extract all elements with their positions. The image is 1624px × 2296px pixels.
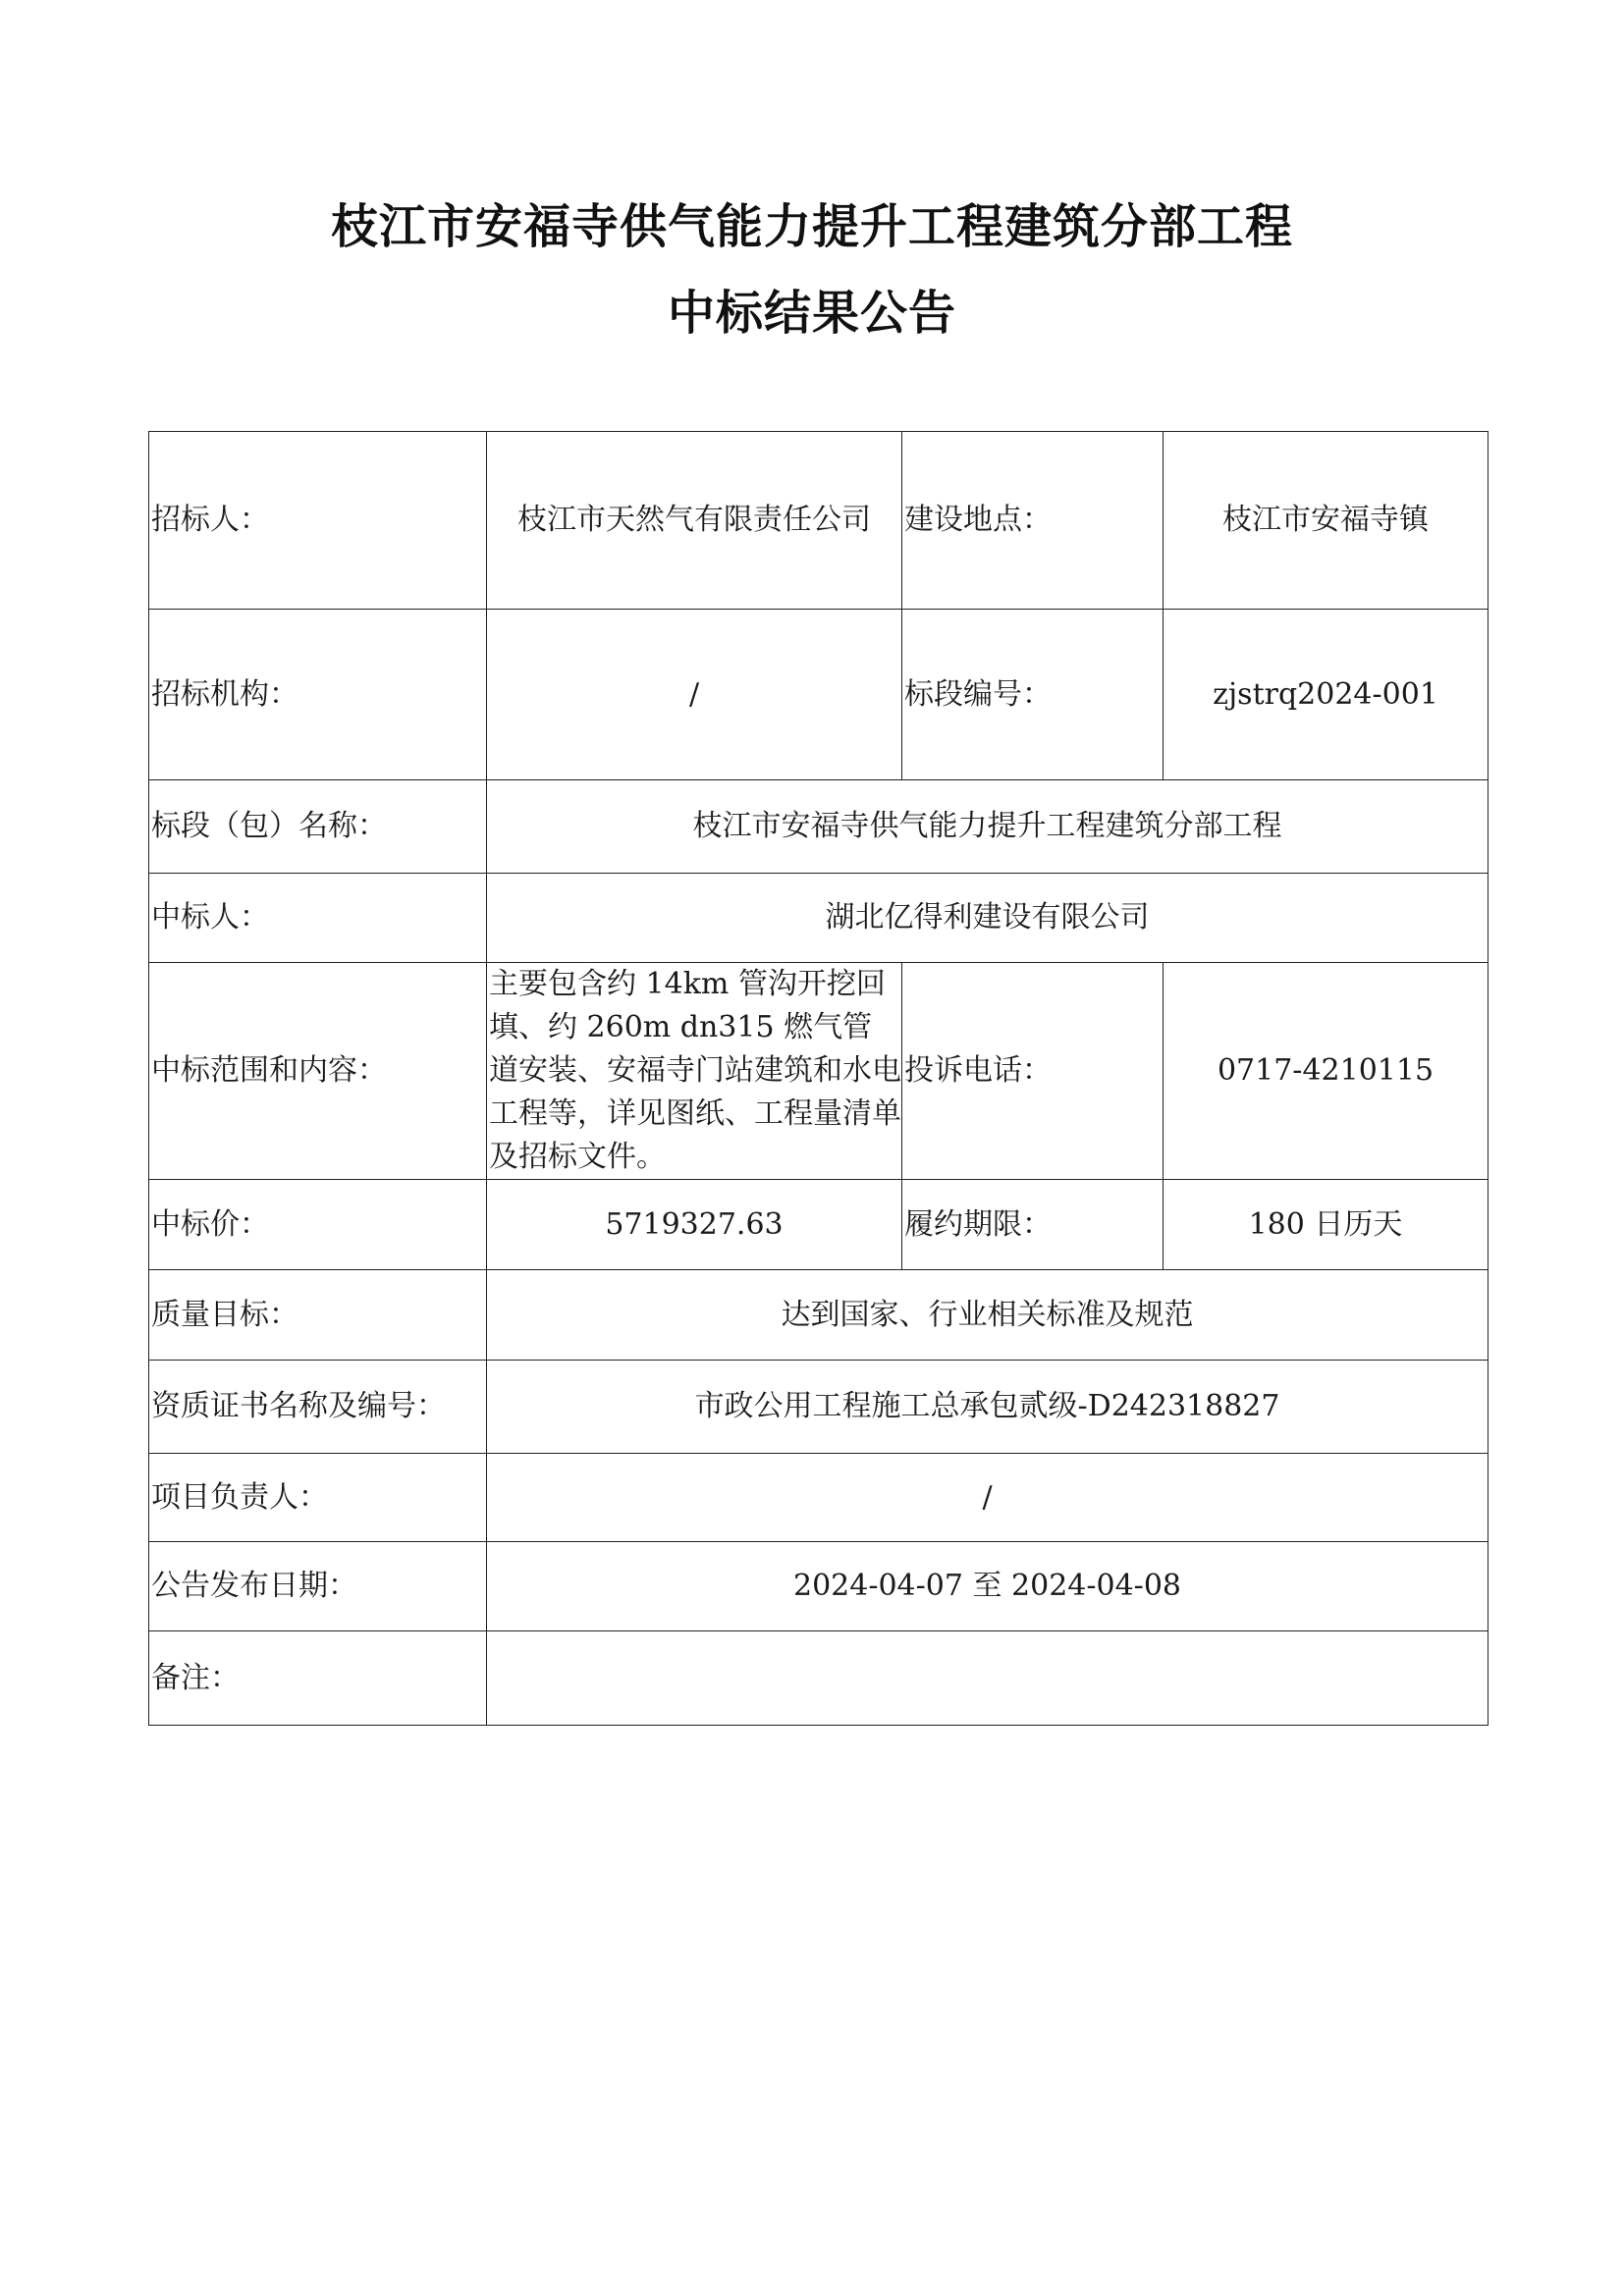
price-value: 5719327.63 xyxy=(487,1180,902,1270)
tenderer-value: 枝江市天然气有限责任公司 xyxy=(487,432,902,610)
complaint-phone-value: 0717-4210115 xyxy=(1164,963,1489,1180)
row-price xyxy=(149,1180,1489,1270)
section-name-label: 标段（包）名称： xyxy=(149,780,487,874)
period-label: 履约期限： xyxy=(902,1180,1164,1270)
location-label: 建设地点： xyxy=(902,432,1164,610)
project-manager-value: / xyxy=(487,1454,1489,1542)
row-remarks xyxy=(149,1631,1489,1726)
publish-date-label: 公告发布日期： xyxy=(149,1542,487,1631)
row-winner xyxy=(149,874,1489,963)
agency-label: 招标机构： xyxy=(149,610,487,780)
row-scope xyxy=(149,963,1489,1180)
row-section-name xyxy=(149,780,1489,874)
tenderer-label: 招标人： xyxy=(149,432,487,610)
row-agency xyxy=(149,610,1489,780)
section-no-value: zjstrq2024-001 xyxy=(1164,610,1489,780)
period-value: 180 日历天 xyxy=(1164,1180,1489,1270)
row-publish-date xyxy=(149,1542,1489,1631)
agency-value: / xyxy=(487,610,902,780)
row-project-manager xyxy=(149,1454,1489,1542)
publish-date-value: 2024-04-07 至 2024-04-08 xyxy=(487,1542,1489,1631)
row-quality xyxy=(149,1270,1489,1361)
row-certificate xyxy=(149,1361,1489,1454)
remarks-label: 备注： xyxy=(149,1631,487,1726)
certificate-label: 资质证书名称及编号： xyxy=(149,1361,487,1454)
location-value: 枝江市安福寺镇 xyxy=(1164,432,1489,610)
quality-value: 达到国家、行业相关标准及规范 xyxy=(487,1270,1489,1361)
section-name-value: 枝江市安福寺供气能力提升工程建筑分部工程 xyxy=(487,780,1489,874)
quality-label: 质量目标： xyxy=(149,1270,487,1361)
document-title: 枝江市安福寺供气能力提升工程建筑分部工程 xyxy=(330,199,1293,254)
winner-value: 湖北亿得利建设有限公司 xyxy=(487,874,1489,963)
scope-label: 中标范围和内容： xyxy=(149,963,487,1180)
certificate-value: 市政公用工程施工总承包贰级-D242318827 xyxy=(487,1361,1489,1454)
scope-value: 主要包含约 14km 管沟开挖回填、约 260m dn315 燃气管道安装、安福寺门站建筑和水电工程等，详见图纸、工程量清单及招标文件。 xyxy=(487,963,902,1180)
award-result-table xyxy=(148,431,1489,1726)
price-label: 中标价： xyxy=(149,1180,487,1270)
project-manager-label: 项目负责人： xyxy=(149,1454,487,1542)
complaint-phone-label: 投诉电话： xyxy=(902,963,1164,1180)
winner-label: 中标人： xyxy=(149,874,487,963)
document-subtitle: 中标结果公告 xyxy=(667,286,956,341)
section-no-label: 标段编号： xyxy=(902,610,1164,780)
row-tenderer xyxy=(149,432,1489,610)
remarks-value xyxy=(487,1631,1489,1726)
